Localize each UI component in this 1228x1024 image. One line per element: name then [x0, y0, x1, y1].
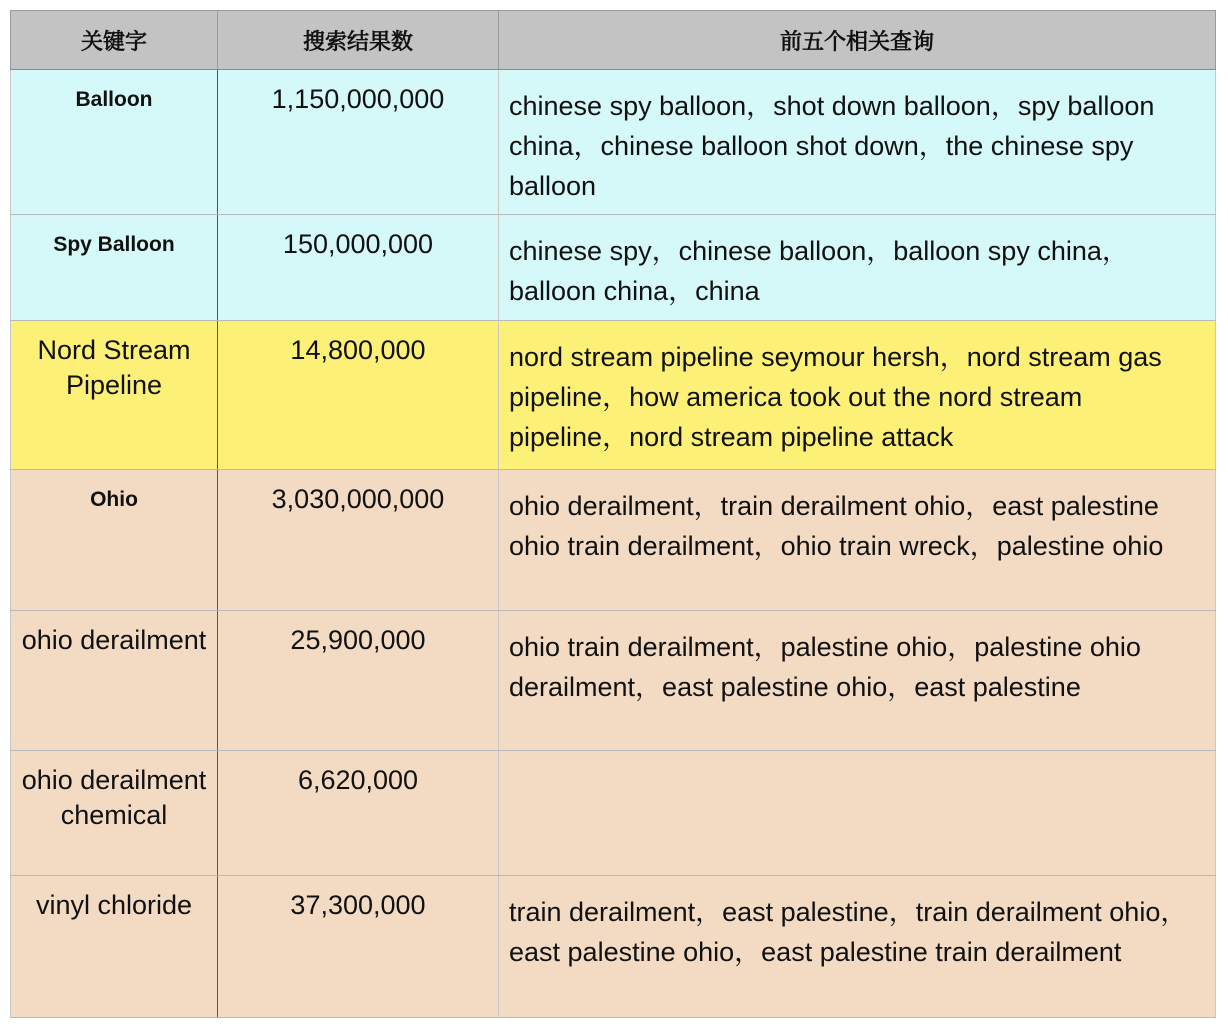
keyword-cell: ohio derailment: [11, 611, 218, 751]
result-count-cell: 1,150,000,000: [218, 70, 499, 215]
related-queries-cell: [499, 751, 1216, 876]
result-count-cell: 37,300,000: [218, 876, 499, 1018]
table-row: [11, 70, 1216, 215]
related-queries-cell: chinese spy balloon，shot down balloon，spy balloon china，chinese balloon shot down，the chinese spy balloon: [499, 70, 1216, 215]
related-queries-cell: chinese spy，chinese balloon，balloon spy china，balloon china，china: [499, 215, 1216, 321]
related-queries-cell: ohio train derailment，palestine ohio，palestine ohio derailment，east palestine ohio，east palestine: [499, 611, 1216, 751]
table-header-row: [11, 11, 1216, 70]
keyword-cell: Spy Balloon: [11, 215, 218, 321]
table-row: [11, 470, 1216, 611]
table-row: [11, 751, 1216, 876]
keyword-cell: ohio derailment chemical: [11, 751, 218, 876]
keyword-cell: Ohio: [11, 470, 218, 611]
table-row: [11, 876, 1216, 1018]
result-count-cell: 14,800,000: [218, 321, 499, 470]
keyword-table: [10, 10, 1216, 1018]
header-result-count: 搜索结果数: [218, 11, 499, 70]
related-queries-cell: ohio derailment，train derailment ohio，east palestine ohio train derailment，ohio train wreck，palestine ohio: [499, 470, 1216, 611]
keyword-cell: Balloon: [11, 70, 218, 215]
result-count-cell: 3,030,000,000: [218, 470, 499, 611]
table-row: [11, 321, 1216, 470]
header-keyword: 关键字: [11, 11, 218, 70]
keyword-cell: vinyl chloride: [11, 876, 218, 1018]
header-top-related: 前五个相关查询: [499, 11, 1216, 70]
table-row: [11, 215, 1216, 321]
result-count-cell: 25,900,000: [218, 611, 499, 751]
result-count-cell: 150,000,000: [218, 215, 499, 321]
table-row: [11, 611, 1216, 751]
keyword-cell: Nord Stream Pipeline: [11, 321, 218, 470]
related-queries-cell: train derailment，east palestine，train derailment ohio，east palestine ohio，east palestine train derailment: [499, 876, 1216, 1018]
result-count-cell: 6,620,000: [218, 751, 499, 876]
related-queries-cell: nord stream pipeline seymour hersh，nord stream gas pipeline，how america took out the nord stream pipeline，nord stream pipeline attack: [499, 321, 1216, 470]
